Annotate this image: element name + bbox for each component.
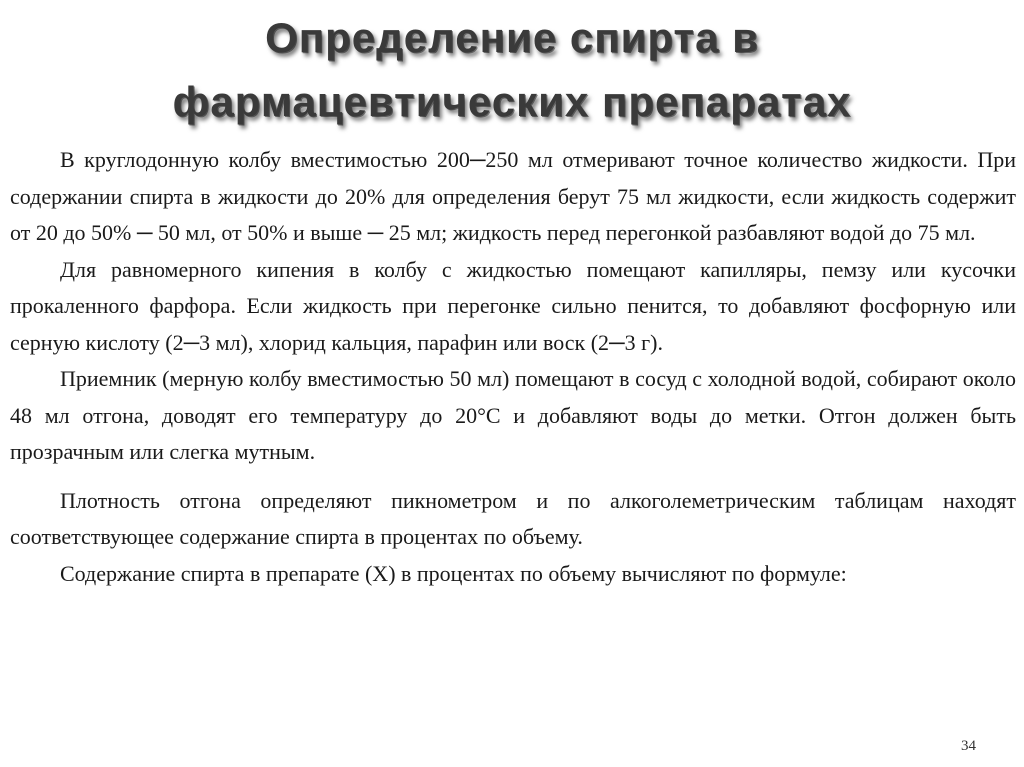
title-line-2: фармацевтических препаратах xyxy=(172,78,852,125)
paragraph-formula: Содержание спирта в препарате (Х) в процентах по объему вычисляют по формуле: xyxy=(60,560,847,586)
paragraph-density: Плотность отгона определяют пикнометром и по алкоголеметрическим таблицам находят соответствующее содержание спирта в процентах по объему. xyxy=(10,487,1016,549)
paragraph-boiling: Для равномерного кипения в колбу с жидкостью помещают капилляры, пемзу или кусочки прокаленного фарфора. Если жидкость при перегонке сильно пенится, то добавляют фосфорную или серную кислоту (2─3 мл), хлорид кальция, парафин или воск (2─3 г). xyxy=(10,256,1016,355)
paragraph-sample-volume: В круглодонную колбу вместимостью 200─250 мл отмеривают точное количество жидкости. При содержании спирта в жидкости до 20% для определения берут 75 мл жидкости, если жидкость содержит от 20 до 50% ─ 50 мл, от 50% и выше ─ 25 мл; жидкость перед перегонкой разбавляют водой до 75 мл. xyxy=(10,147,1016,245)
slide-title xyxy=(40,6,984,134)
slide-body xyxy=(10,142,1016,592)
paragraph-receiver: Приемник (мерную колбу вместимостью 50 мл) помещают в сосуд с холодной водой, собирают около 48 мл отгона, доводят его температуру до 20°С и добавляют воды до метки. Отгон должен быть прозрачным или слегка мутным. xyxy=(10,366,1016,464)
title-line-1: Определение спирта в xyxy=(265,14,759,61)
page-number: 34 xyxy=(961,738,976,754)
